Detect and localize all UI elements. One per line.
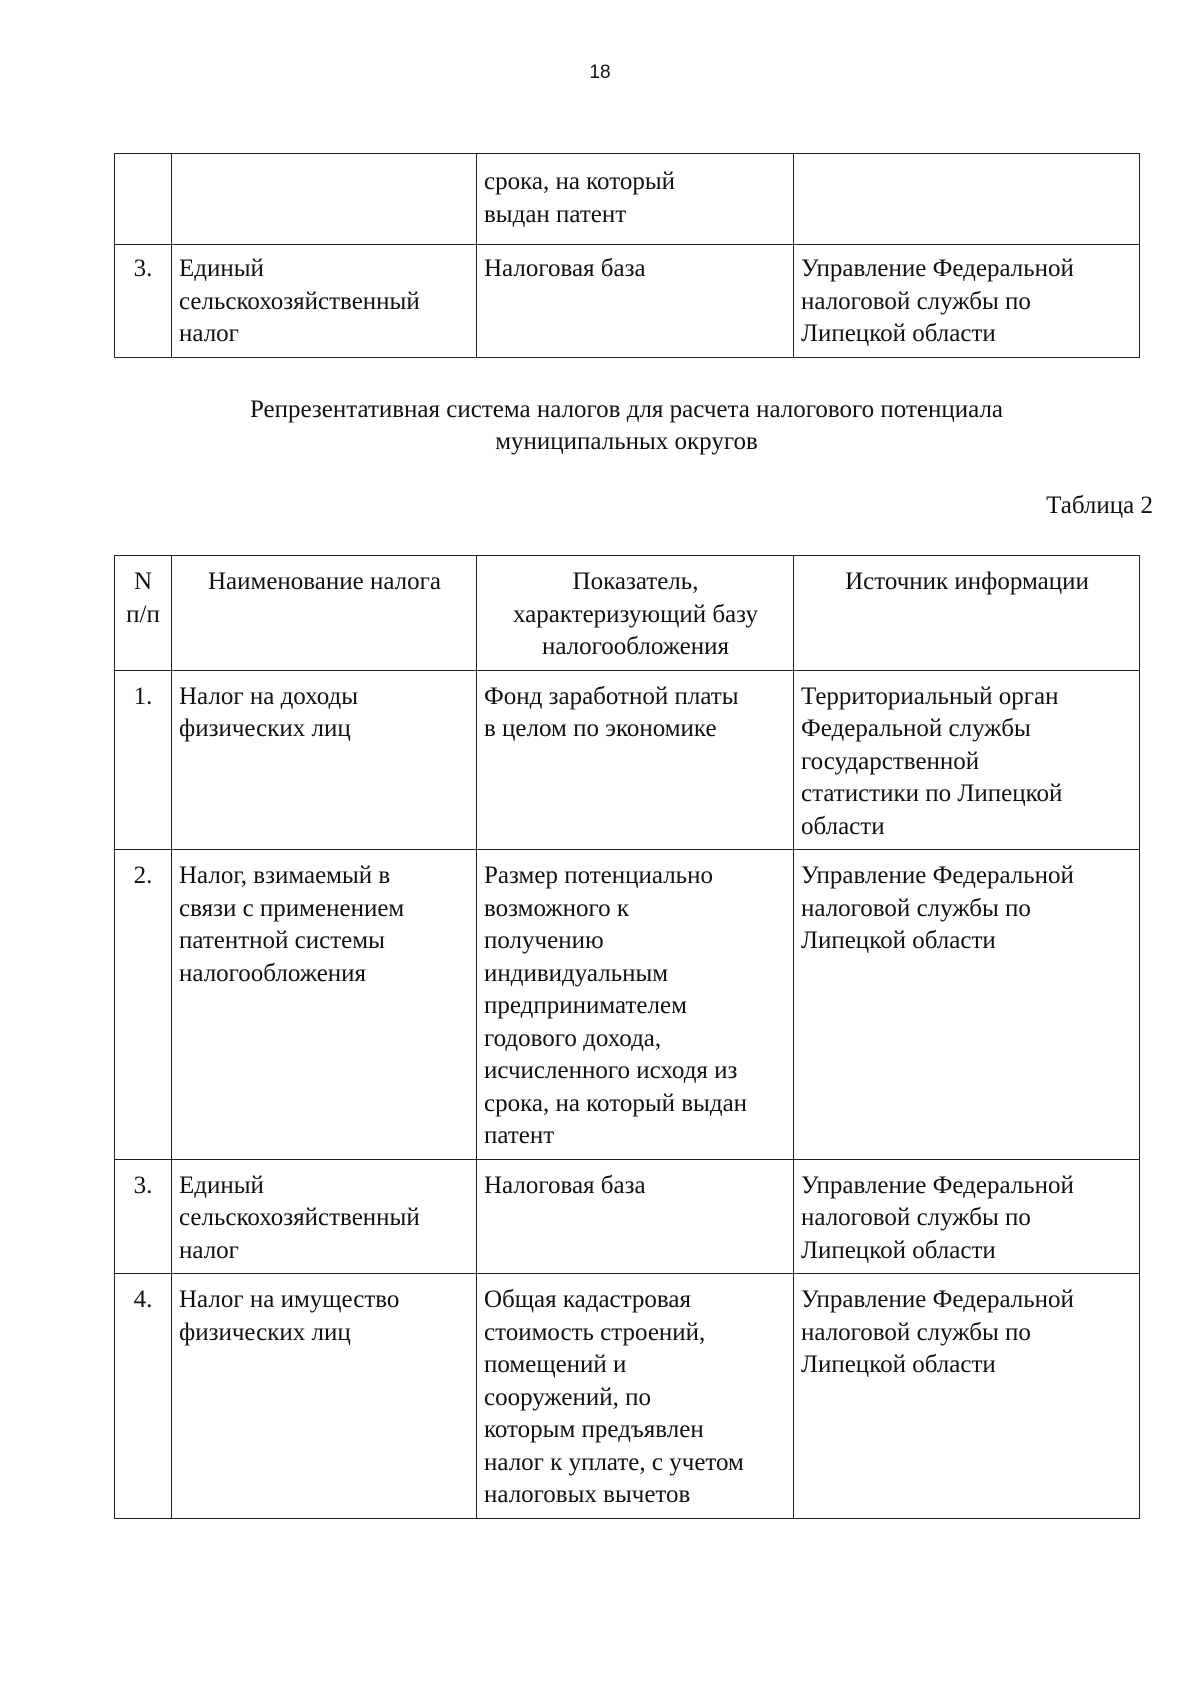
cell-text-line: Федеральной службы — [801, 715, 1031, 742]
cell-text-line: области — [801, 812, 885, 840]
source-cell — [794, 670, 1140, 850]
cell-text-line: Липецкой области — [801, 1236, 996, 1264]
section-heading-line: Репрезентативная система налогов для расчета налогового потенциала — [249, 396, 1004, 423]
row-number-cell: 3. — [115, 1159, 172, 1274]
row-number-cell: 2. — [115, 850, 172, 1160]
cell-text-line: налоговой службы по — [801, 1204, 1031, 1231]
cell-text-line: выдан патент — [484, 200, 627, 228]
cell-text-line: Единый — [179, 1171, 264, 1199]
indicator-cell — [477, 1274, 794, 1519]
cell-text-line: возможного к — [484, 894, 630, 922]
tax-name-cell — [172, 154, 477, 245]
cell-text-line: помещений и — [484, 1351, 627, 1378]
tax-name-cell — [172, 245, 477, 358]
cell-text-line: п/п — [126, 600, 160, 628]
cell-text-line: налоговой службы по — [801, 894, 1031, 922]
table-header-row — [115, 556, 1140, 671]
cell-text-line: Управление Федеральной — [801, 862, 1074, 889]
cell-text-line: физических лиц — [179, 715, 351, 742]
tax-table-continued — [114, 153, 1140, 358]
source-cell — [794, 154, 1140, 245]
cell-text-line: Единый — [179, 255, 264, 282]
tax-name-cell — [172, 670, 477, 850]
page-number: 18 — [589, 62, 611, 83]
cell-text-line: годового дохода, — [484, 1024, 662, 1052]
cell-text-line: патентной системы — [179, 927, 385, 954]
cell-text-line: характеризующий базу — [512, 600, 759, 628]
row-number-cell — [115, 154, 172, 245]
cell-text-line: патент — [484, 1122, 555, 1149]
cell-text-line: налог — [179, 1236, 239, 1264]
cell-text-line: статистики по Липецкой — [801, 780, 1063, 807]
indicator-cell — [477, 670, 794, 850]
indicator-cell — [477, 850, 794, 1160]
section-heading-line: муниципальных округов — [495, 428, 758, 455]
cell-text-line: налог к уплате, с учетом — [484, 1448, 744, 1476]
cell-text-line: налогообложения — [179, 959, 367, 987]
cell-text-line: индивидуальным — [484, 959, 669, 987]
cell-text-line: налог — [179, 320, 239, 347]
cell-text-line: Наименование налога — [207, 568, 442, 595]
table-row — [115, 1274, 1140, 1519]
cell-text-line: налоговой службы по — [801, 1318, 1031, 1346]
cell-text-line: Показатель, — [572, 568, 699, 595]
cell-text-line: Липецкой области — [801, 927, 996, 954]
cell-text-line: Налоговая база — [484, 1171, 646, 1199]
tax-name-cell — [172, 1274, 477, 1519]
cell-text-line: Налоговая база — [484, 255, 646, 282]
cell-text-line: предпринимателем — [484, 992, 687, 1019]
header-indicator-cell — [477, 556, 794, 671]
cell-text-line: исчисленного исходя из — [484, 1057, 738, 1084]
cell-text-line: срока, на который выдан — [484, 1089, 748, 1117]
cell-text-line: срока, на который — [484, 168, 676, 195]
cell-text-line: Общая кадастровая — [484, 1286, 691, 1313]
cell-text-line: Налог на имущество — [179, 1286, 400, 1313]
table-row — [115, 1159, 1140, 1274]
header-tax-name-cell — [172, 556, 477, 671]
cell-text-line: Размер потенциально — [484, 862, 713, 889]
source-cell — [794, 1159, 1140, 1274]
source-cell — [794, 850, 1140, 1160]
table-label: Таблица 2 — [1046, 492, 1153, 519]
cell-text-line: сельскохозяйственный — [179, 1204, 420, 1231]
cell-text-line: Фонд заработной платы — [484, 682, 739, 710]
cell-text-line: Липецкой области — [801, 1351, 996, 1378]
tax-name-cell — [172, 1159, 477, 1274]
cell-text-line: Управление Федеральной — [801, 1171, 1074, 1199]
table-row — [115, 154, 1140, 245]
cell-text-line: Налог, взимаемый в — [179, 862, 391, 889]
cell-text-line: государственной — [801, 747, 980, 775]
cell-text-line: физических лиц — [179, 1318, 351, 1346]
row-number-cell: 4. — [115, 1274, 172, 1519]
cell-text-line: которым предъявлен — [484, 1416, 704, 1443]
source-cell — [794, 245, 1140, 358]
tax-system-table — [114, 555, 1140, 1519]
source-cell — [794, 1274, 1140, 1519]
cell-text-line: Источник информации — [845, 568, 1089, 595]
cell-text-line: Управление Федеральной — [801, 1286, 1074, 1313]
table-row — [115, 670, 1140, 850]
cell-text-line: Липецкой области — [801, 320, 996, 347]
header-source-cell — [794, 556, 1140, 671]
cell-text-line: Территориальный орган — [801, 682, 1059, 710]
indicator-cell — [477, 245, 794, 358]
cell-text-line: связи с применением — [179, 894, 405, 922]
cell-text-line: стоимость строений, — [484, 1318, 706, 1346]
cell-text-line: налогообложения — [541, 633, 730, 660]
cell-text-line: сооружений, по — [484, 1383, 651, 1411]
indicator-cell — [477, 154, 794, 245]
header-number-cell — [115, 556, 172, 671]
cell-text-line: получению — [484, 927, 604, 954]
tax-name-cell — [172, 850, 477, 1160]
table-row — [115, 850, 1140, 1160]
section-heading — [114, 394, 1139, 458]
cell-text-line: Управление Федеральной — [801, 255, 1074, 282]
cell-text-line: налоговой службы по — [801, 287, 1031, 315]
row-number-cell: 1. — [115, 670, 172, 850]
cell-text-line: сельскохозяйственный — [179, 287, 420, 315]
cell-text-line: Налог на доходы — [179, 682, 359, 710]
table-row — [115, 245, 1140, 358]
cell-text-line: N — [133, 568, 153, 595]
cell-text-line: налоговых вычетов — [484, 1481, 691, 1508]
indicator-cell — [477, 1159, 794, 1274]
cell-text-line: в целом по экономике — [484, 715, 717, 742]
row-number-cell: 3. — [115, 245, 172, 358]
